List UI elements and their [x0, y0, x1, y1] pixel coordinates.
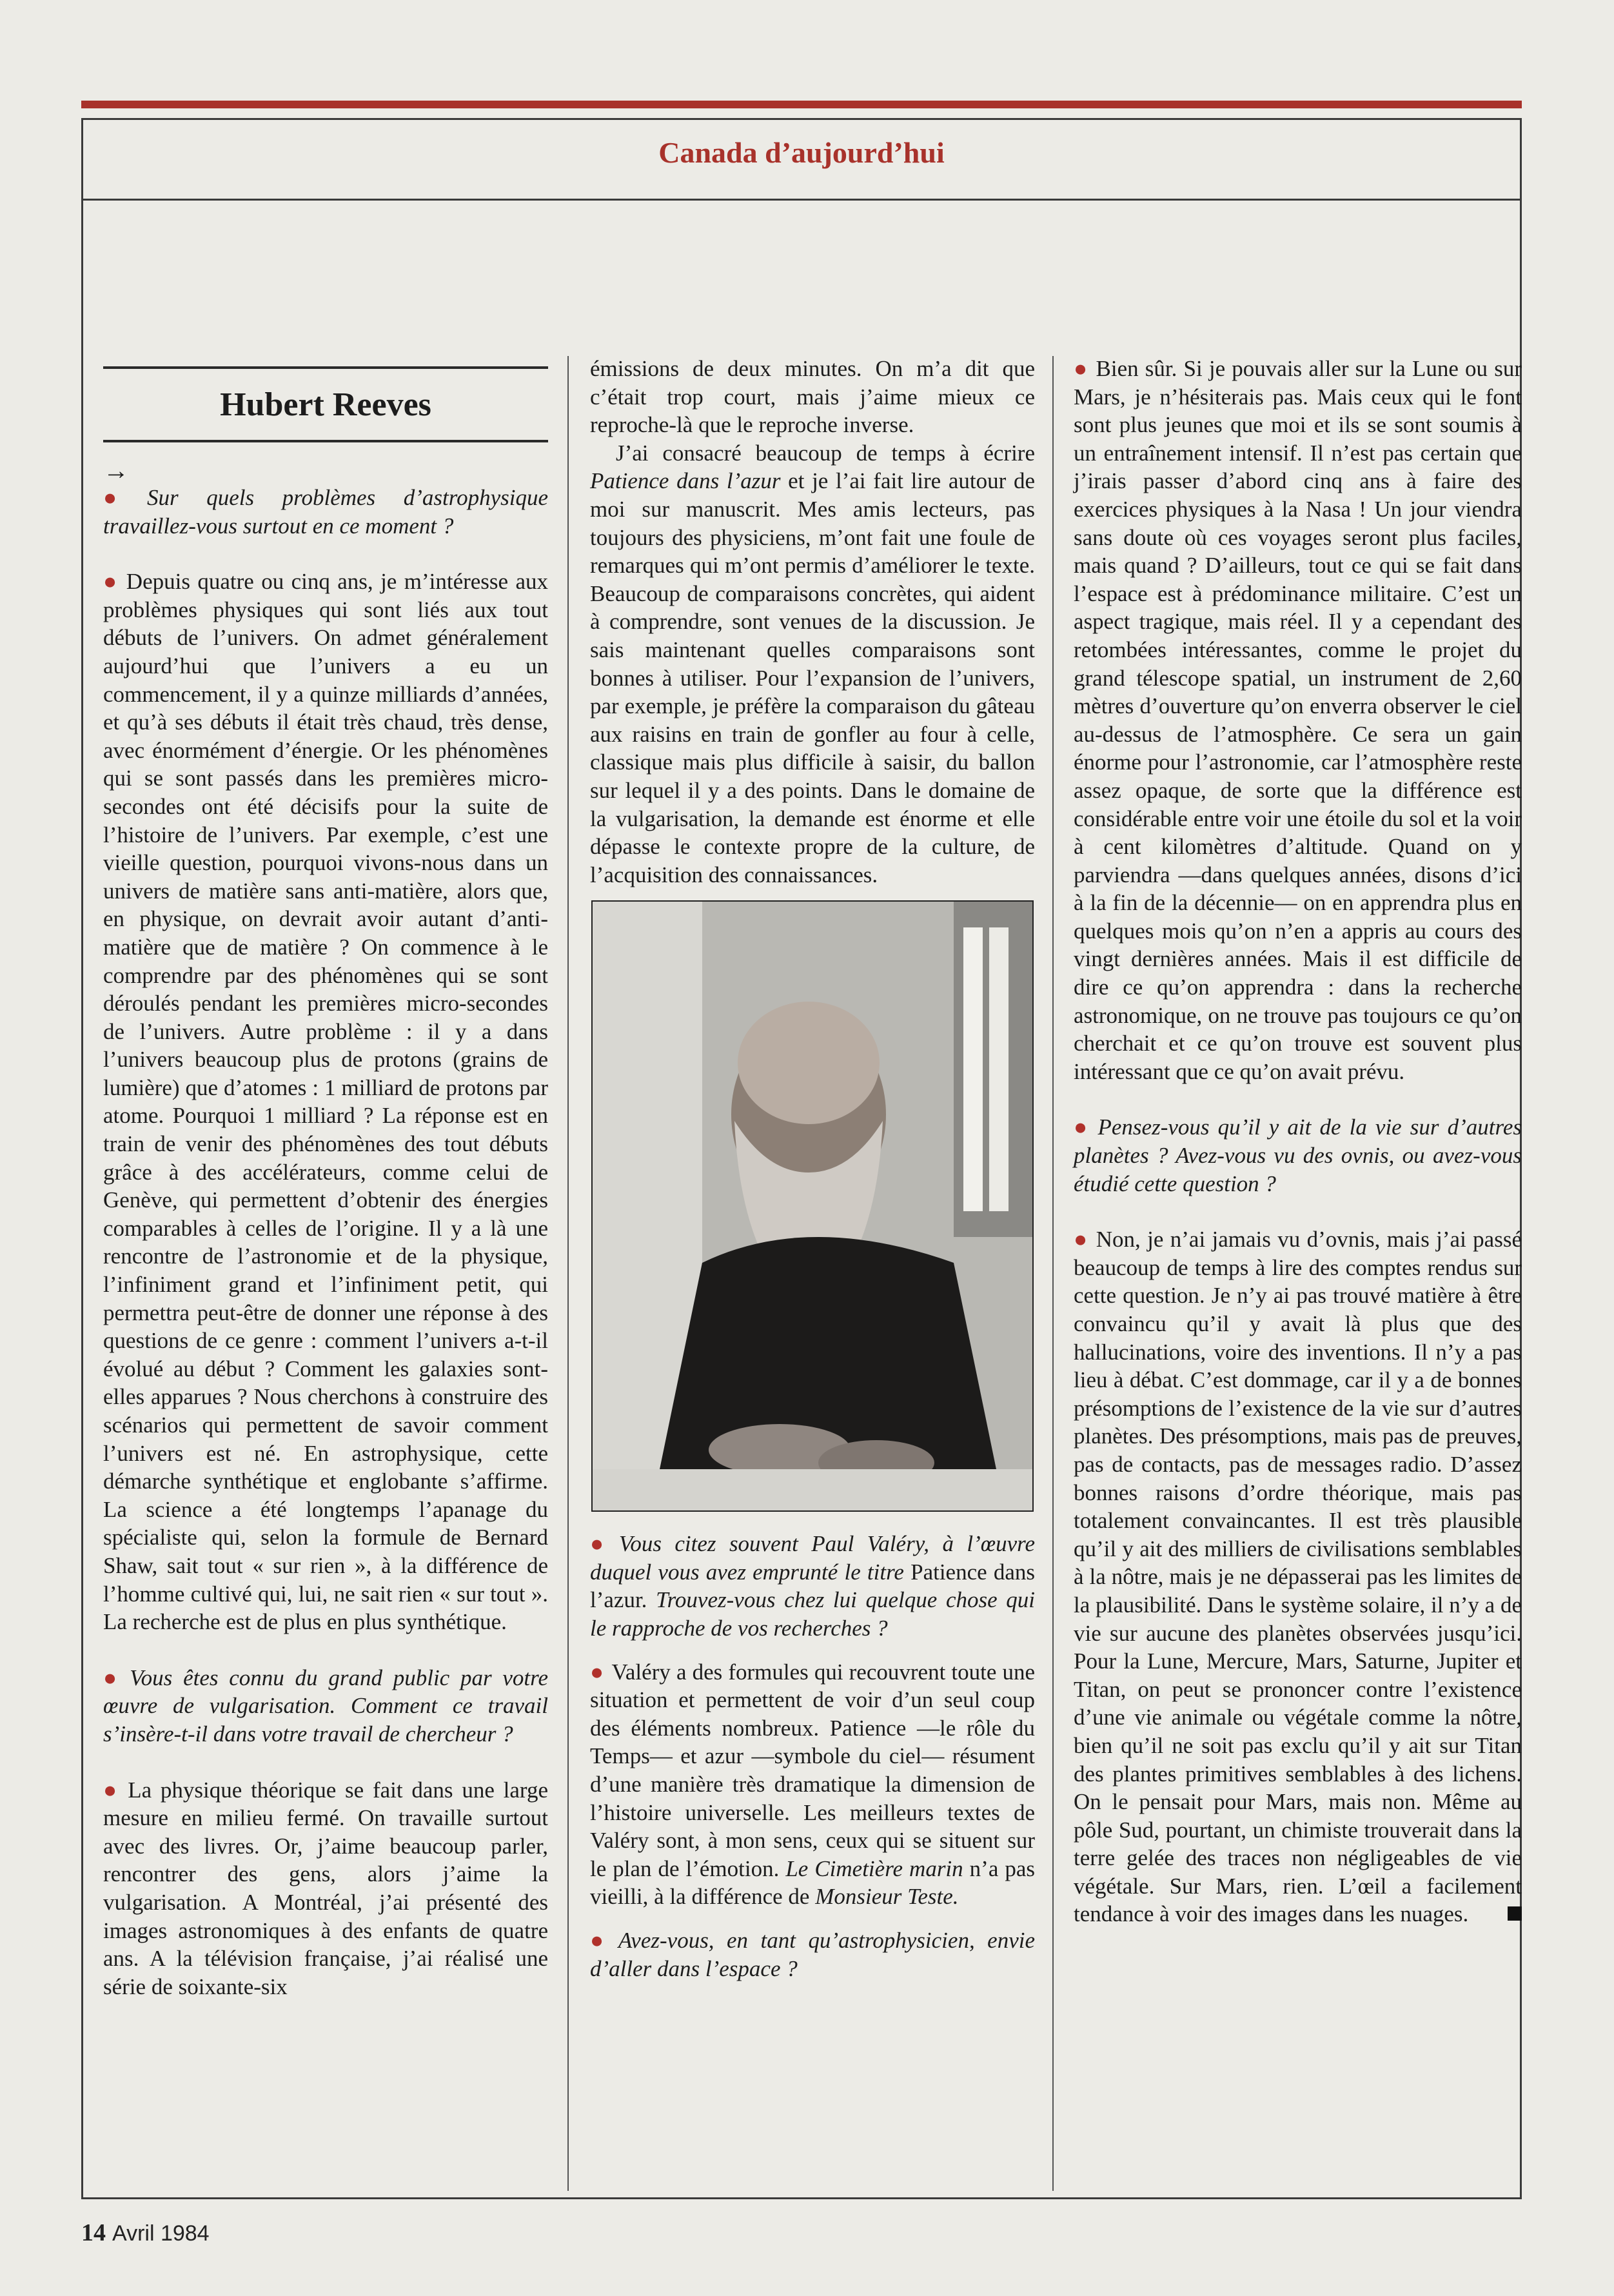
question-2-text: Vous êtes connu du grand public par votre œuvre de vulgarisation. Comment ce travail s’insère-t-il dans votre travail de chercheur ?: [103, 1665, 548, 1747]
author-name: Hubert Reeves: [220, 386, 431, 423]
answer-2-start: [103, 1776, 548, 2001]
quoted-title: Patience dans l’azur.: [590, 1559, 1035, 1613]
answer-4-text: Bien sûr. Si je pouvais aller sur la Lune ou sur Mars, je n’hésiterais pas. Mais ceux qui le font sont plus jeunes que moi et ils se sont soumis à un entraînement intensif. Il n’est pas certain que j’irais passer d’abord cinq ans à faire des exercices physiques à la Nasa ! Un jour viendra sans doute où ces voyages seront plus faciles, mais quand ? D’ailleurs, tout ce qui se fait dans l’espace est à prédominance militaire. C’est un aspect tragique, mais réel. Il y a cependant des retombées intéressantes, comme le projet du grand télescope spatial, un instrument de 2,60 mètres d’ouverture qu’on enverra observer le ciel au-dessus de l’atmosphère. Ce sera un gain énorme pour l’astronomie, car l’atmosphère reste assez opaque, de sorte que la différence est considérable entre voir une étoile du sol et la voir à cent kilomètres d’altitude. Quand on y parviendra —dans quelques années, disons d’ici à la fin de la décennie— on en apprendra plus en quelques mois qu’on n’en a appris au cours des vingt dernières années. Mais il est difficile de dire ce qu’on apprendra : dans la recherche astronomique, on ne trouve pas toujours ce qu’on cherchait et ce qu’on trouve est souvent plus intéressant que ce qu’on avait prévu.: [1074, 356, 1522, 1084]
top-accent-bar: [81, 101, 1522, 108]
author-top-rule: [103, 366, 548, 369]
bullet-icon: ●: [103, 1665, 123, 1690]
portrait-illustration: [593, 902, 1034, 1512]
answer-5: [1074, 1225, 1522, 1928]
answer-1-text: Depuis quatre ou cinq ans, je m’intéresse aux problèmes physiques qui sont liés aux tout débuts de l’univers. On admet généralement aujourd’hui que l’univers a eu un commencement, il y a quinze milliards d’années, et qu’à ses débuts il était très chaud, très dense, avec énormément d’énergie. Or les phénomènes qui se sont passés dans les premières micro-secondes ont été décisifs pour la suite de l’histoire de l’univers. Par exemple, c’est une vieille question, pourquoi vivons-nous dans un univers de matière sans anti-matière, alors que, en physique, on devrait avoir autant d’anti-matière que de matière ? On commence à le comprendre par des phénomènes qui se sont déroulés pendant les premières micro-secondes de l’univers. Autre problème : il y a dans l’univers beaucoup plus de protons (grains de lumière) que d’atomes : 1 milliard de protons par atome. Pourquoi 1 milliard ? La réponse est en train de venir des phénomènes des tout débuts grâce à des accélérateurs, comme celui de Genève, qui permettent d’obtenir des énergies comparables à celles de l’origine. Il y a là une rencontre de l’astronomie et de la physique, l’infiniment grand et l’infiniment petit, qui permettra peut-être de donner une réponse à des questions de ce genre : comment l’univers a-t-il évolué au début ? Comment les galaxies sont-elles apparues ? Nous cherchons à construire des scénarios qui permettent de savoir comment l’univers est né. En astrophysique, cette démarche synthétique et englobante s’affirme. La science a été longtemps l’apanage du spécialiste qui, selon la formule de Bernard Shaw, sait tout « sur rien », à la différence de l’homme cultivé qui, lui, ne sait rien « sur tout ». La recherche est de plus en plus synthétique.: [103, 569, 549, 1635]
page-footer: [81, 2219, 210, 2247]
bullet-icon: ●: [103, 485, 139, 510]
bullet-icon: ●: [1074, 1227, 1088, 1252]
question-3: ● Vous citez souvent Paul Valéry, à l’œuvre duquel vous avez emprunté le titre Patience dans l’azur. Trouvez-vous chez lui quelque chose qui le rapproche de vos recherches ?: [590, 1531, 1036, 1641]
answer-2-text-part1: La physique théorique se fait dans une large mesure en milieu fermé. On travaille surtout avec des livres. Or, j’aime beaucoup parler, rencontrer des gens, alors j’aime la vulgarisation. A Montréal, j’ai présenté des images astronomiques à des enfants de quatre ans. A la télévision française, j’ai réalisé une série de soixante-six: [103, 1777, 548, 1999]
bullet-icon: ●: [590, 1928, 611, 1953]
question-5-text: Pensez-vous qu’il y ait de la vie sur d’autres planètes ? Avez-vous vu des ovnis, ou avez-vous étudié cette question ?: [1074, 1114, 1522, 1196]
portrait-photo: [591, 900, 1034, 1512]
column-divider-1: [567, 356, 569, 2191]
answer-2-paragraph-2: J’ai consacré beaucoup de temps à écrire Patience dans l’azur et je l’ai fait lire autour de moi sur manuscrit. Mes amis lecteurs, pas toujours des physiciens, m’ont fait une foule de remarques qui m’ont permis d’améliorer le texte. Beaucoup de comparaisons concrètes, qui aident à comprendre, sont venues de la discussion. Je sais maintenant quelles comparaisons sont bonnes à utiliser. Pour l’expansion de l’univers, par exemple, je préfère la comparaison du gâteau aux raisins en train de gonfler au four à celle, classique mais plus difficile à saisir, du ballon sur lequel il y a des points. Dans le domaine de la vulgarisation, la demande est énorme et elle dépasse le contexte propre de la culture, de l’acquisition des connaissances.: [590, 440, 1035, 887]
answer-5-text: Non, je n’ai jamais vu d’ovnis, mais j’ai passé beaucoup de temps à lire des comptes rendus sur cette question. Je n’y ai pas trouvé matière à être convaincu qu’il y avait là plus que des hallucinations, voire des inventions. Il n’y a pas lieu à débat. C’est dommage, car il y a de bonnes présomptions de l’existence de la vie sur d’autres planètes. Des présomptions, mais pas de preuves, pas de contacts, pas de messages radio. D’assez bonnes raisons d’ordre théorique, mais pas totalement convaincantes. Il est très plausible qu’il y ait des milliers de civilisations semblables à la nôtre, mais je ne dépasserai pas les limites de la plausibilité. Dans le système solaire, il n’y a de vie sur aucune des planètes observées jusqu’ici. Pour la Lune, Mercure, Mars, Saturne, Jupiter et Titan, on peut se prononcer contre l’existence d’une vie animale ou végétale comme la nôtre, bien qu’il ne soit pas exclu qu’il y ait sur Titan des plantes primitives semblables à des lichens. On le pensait pour Mars, mais non. Même au pôle Sud, pourtant, un chimiste trouverait dans la terre gelée des traces non négligeables de vie végétale. Sur Mars, rien. L’œil a facilement tendance à voir des images dans les nuages.: [1074, 1227, 1522, 1927]
question-4-text: Avez-vous, en tant qu’astrophysicien, envie d’aller dans l’espace ?: [590, 1928, 1035, 1981]
bullet-icon: ●: [103, 1777, 121, 1803]
author-bottom-rule: [103, 440, 548, 442]
answer-2-continued: [590, 355, 1035, 439]
question-4: [590, 1926, 1035, 1983]
header-rule: [81, 199, 1522, 201]
column-2: [590, 355, 1035, 2010]
column-divider-2: [1052, 356, 1054, 2191]
issue-date: Avril 1984: [112, 2221, 210, 2246]
column-3: [1074, 355, 1522, 1956]
answer-4: [1074, 355, 1522, 1085]
answer-3: ● Valéry a des formules qui recouvrent toute une situation et permettent de voir d’un seul coup des éléments nombreux. Patience —le rôle du Temps— et azur —symbole du ciel— résument d’une manière très dramatique la dimension de l’histoire universelle. Les meilleurs textes de Valéry sont, à mon sens, ceux qui se situent sur le plan de l’émotion. Le Cimetière marin n’a pas vieilli, à la différence de Monsieur Teste.: [590, 1659, 1035, 1910]
end-of-article-icon: [1508, 1906, 1522, 1921]
book-title: Patience dans l’azur: [590, 468, 781, 494]
bullet-icon: ●: [590, 1659, 604, 1685]
bullet-icon: ●: [103, 569, 119, 595]
page-number: 14: [81, 2219, 106, 2246]
section-title: Canada d’aujourd’hui: [658, 136, 945, 169]
question-1-text: Sur quels problèmes d’astrophysique travaillez-vous surtout en ce moment ?: [103, 485, 549, 539]
bullet-icon: ●: [1074, 356, 1088, 381]
bullet-icon: ●: [1074, 1114, 1090, 1140]
arrow-right-icon: →: [103, 456, 129, 485]
bullet-icon: ●: [590, 1531, 611, 1557]
column-1: [103, 355, 548, 2028]
answer-2-text-part2: émissions de deux minutes. On m’a dit que c’était trop court, mais j’aime mieux ce reproche-là que le reproche inverse.: [590, 356, 1035, 438]
question-5: [1074, 1113, 1522, 1198]
answer-1: [103, 568, 548, 1636]
question-1: [103, 484, 548, 540]
question-2: [103, 1664, 548, 1748]
